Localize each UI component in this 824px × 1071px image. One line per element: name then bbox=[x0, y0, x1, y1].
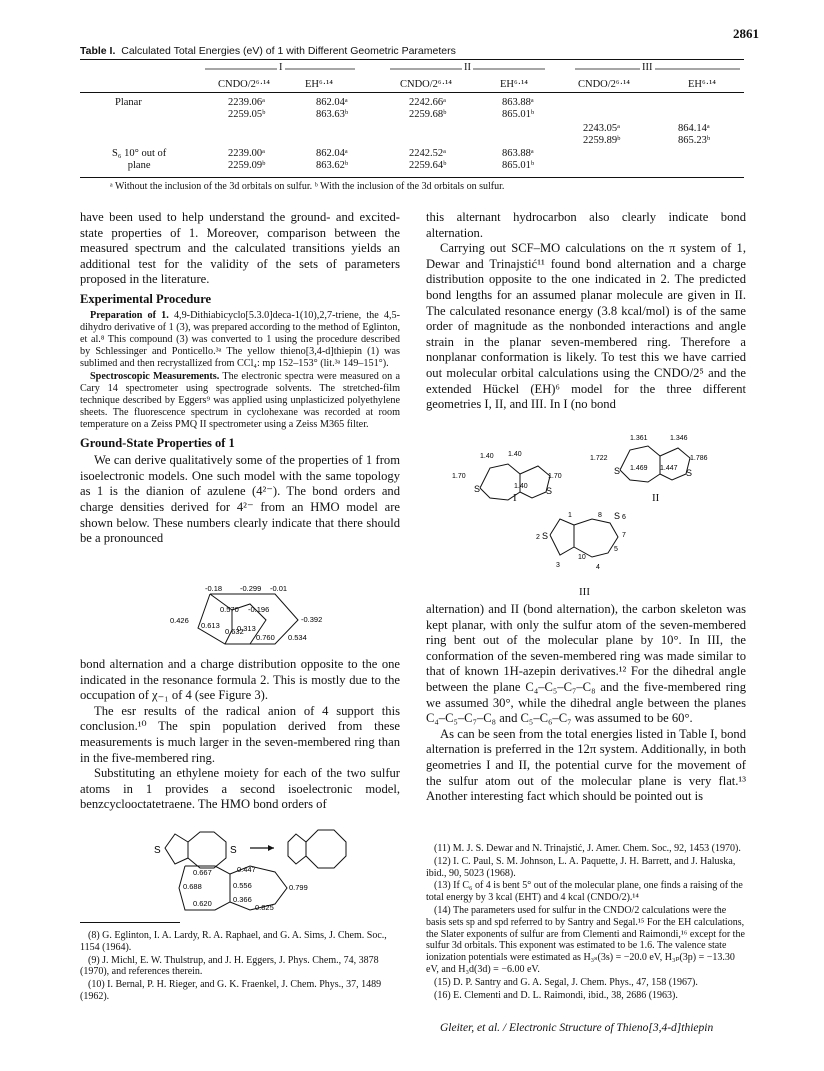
structure-III-label: III bbox=[579, 586, 590, 598]
reference: (14) The parameters used for sulfur in the CNDO/2 calculations were the basis sets sp and spd referred to by Santry and Segal.¹⁵ For the EH calculations, the Slater exponents of sulfur are from Clementi and Raimondi,¹⁶ except for the sulfur 3d orbitals. This exponent was estimated to be 1.6. The valence state ionization potentials were estimated as H₃ₛ(3s) = −20.0 eV, H₃ₚ(3p) = −13.30 eV, and H₃d(3d) = −6.00 eV. bbox=[426, 904, 745, 975]
bond-length-label: 1.786 bbox=[690, 455, 708, 462]
right-column-top bbox=[426, 210, 746, 413]
table-cell: 862.04ᵃ 863.62ᵇ bbox=[316, 148, 349, 171]
left-column-mid bbox=[80, 657, 400, 813]
reference: (13) If C₆ of 4 is bent 5° out of the molecular plane, one finds a raising of the total energy by 3 kcal (EHT) and 4 kcal (CNDO/2).¹⁴ bbox=[426, 880, 743, 904]
bond-length-label: 1.70 bbox=[548, 473, 562, 480]
bond-length-label: 1.346 bbox=[670, 435, 688, 442]
table-cell: 2242.52ᵃ 2259.64ᵇ bbox=[409, 148, 447, 171]
structure-III-diagram bbox=[530, 505, 650, 580]
benzcot-bond-order-diagram bbox=[175, 858, 335, 918]
spec-label: Spectroscopic Measurements. bbox=[90, 370, 220, 382]
table-cell: 2243.05ᵃ 2259.89ᵇ bbox=[583, 123, 621, 146]
structure-II-label: II bbox=[652, 492, 660, 504]
bc-label: 0.620 bbox=[193, 899, 212, 908]
bc-label: 0.799 bbox=[289, 883, 308, 892]
col-header-eh-3: EH⁶·¹⁴ bbox=[688, 79, 716, 90]
az-label: -0.01 bbox=[270, 584, 288, 593]
sulfur-atom: S bbox=[230, 845, 237, 856]
paragraph: The esr results of the radical anion of 4 support this conclusion.¹⁰ The spin population derived from these measurements is much larger in the seven-membered ring than in the five-membered ring. bbox=[80, 703, 400, 765]
bond-length-label: 1.40 bbox=[508, 451, 522, 458]
paragraph: bond alternation and a charge distribution opposite to the one indicated in the resonance formula 2. This is mostly due to the occupation of χ₋₁ of 4 (see Figure 3). bbox=[80, 657, 400, 703]
paragraph: Substituting an ethylene moiety for each of the two sulfur atoms in 1 provides a second isoelectronic model, benzcyclooctatetraene. The HMO bond orders of bbox=[80, 766, 400, 812]
bc-label: 0.556 bbox=[233, 881, 252, 890]
bc-label: 0.688 bbox=[183, 882, 202, 891]
row-label-s6-out-of-plane: S₆ 10° out of plane bbox=[112, 148, 167, 171]
table-caption-text: Calculated Total Energies (eV) of 1 with Different Geometric Parameters bbox=[121, 45, 456, 57]
az-label: 0.313 bbox=[237, 624, 256, 633]
paragraph: alternation) and II (bond alternation), the carbon skeleton was kept planar, with only the sulfur atom of the seven-membered ring bent out of the molecular plane by 10°. In III, the conformation of the seven-membered ring was made similar to that of known 1H-azepin derivatives.¹² For the dihedral angle between the plane C₄–C₅–C₇–C₈ and the five-membered ring we assumed 30°, while the dihedral angle between the planes C₄–C₅–C₇–C₈ and C₅–C₆–C₇ was assumed to be 60°. bbox=[426, 602, 746, 726]
az-label: 0.613 bbox=[201, 621, 220, 630]
left-references bbox=[80, 930, 400, 1004]
az-label: -0.299 bbox=[240, 584, 262, 593]
prep-text: 4,9-Dithiabicyclo[5.3.0]deca-1(10),2,7-triene, the 4,5-dihydro derivative of 1 (3), was prepared according to the method of Eglinton, et al.⁸ This compound (3) was converted to 1 using the procedure described by Schlessinger and Ponticello.³ᵃ The yellow thieno[3,4-d]thiepin (1) was sublimed and then recrystallized from CCl₄: mp 152–153° (lit.³ᵃ 149–151°). bbox=[80, 309, 401, 370]
page-number: 2861 bbox=[733, 26, 759, 41]
azulene-bond-order-diagram bbox=[170, 582, 360, 657]
structure-I-label: I bbox=[513, 492, 517, 504]
atom-number: 6 bbox=[622, 514, 626, 521]
az-label: 0.760 bbox=[256, 633, 275, 642]
right-references bbox=[426, 843, 746, 1002]
bond-length-label: 1.469 bbox=[630, 465, 648, 472]
az-label: 0.632 bbox=[225, 627, 244, 636]
section-heading-ground-state: Ground-State Properties of 1 bbox=[80, 435, 235, 450]
reference: (12) I. C. Paul, S. M. Johnson, L. A. Paquette, J. H. Barrett, and J. Haluska, ibid., 90, 5023 (1968). bbox=[426, 855, 736, 879]
az-label: 0.570 bbox=[220, 605, 239, 614]
bc-label: 0.447 bbox=[237, 865, 256, 874]
atom-number: 3 bbox=[556, 562, 560, 569]
bc-label: 0.825 bbox=[255, 903, 274, 912]
bc-label: 0.366 bbox=[233, 895, 252, 904]
group-header-II: II bbox=[464, 62, 471, 73]
table-cell: 862.04ᵃ 863.63ᵇ bbox=[316, 97, 349, 120]
atom-number: 7 bbox=[622, 532, 626, 539]
reference: (11) M. J. S. Dewar and N. Trinajstić, J. Amer. Chem. Soc., 92, 1453 (1970). bbox=[434, 843, 741, 854]
atom-number: 8 bbox=[598, 512, 602, 519]
table-caption bbox=[80, 45, 456, 57]
az-label: -0.392 bbox=[301, 615, 323, 624]
sulfur-atom: S bbox=[154, 845, 161, 856]
az-label: -0.196 bbox=[248, 605, 270, 614]
sulfur-atom: S bbox=[614, 511, 621, 521]
bond-length-label: 1.722 bbox=[590, 455, 608, 462]
table-cell: 863.88ᵃ 865.01ᵇ bbox=[502, 97, 535, 120]
group-header-I: I bbox=[279, 62, 283, 73]
sulfur-atom: S bbox=[474, 484, 481, 494]
bond-length-label: 1.40 bbox=[480, 453, 494, 460]
table-caption-label: Table I. bbox=[80, 45, 116, 57]
az-label: -0.18 bbox=[205, 584, 223, 593]
atom-number: 4 bbox=[596, 564, 600, 571]
table-header-rule bbox=[80, 92, 744, 93]
reference: (15) D. P. Santry and G. A. Segal, J. Chem. Phys., 47, 158 (1967). bbox=[434, 976, 698, 988]
table-cell: 2242.66ᵃ 2259.68ᵇ bbox=[409, 97, 447, 120]
sulfur-atom: S bbox=[542, 531, 549, 541]
paragraph: Carrying out SCF–MO calculations on the π system of 1, Dewar and Trinajstić¹¹ found bond alternation and a charge distribution opposite to the one indicated in 2. The predicted bond lengths for an assumed planar molecule are given in II. The calculated resonance energy (3.8 kcal/mol) is of the same order of magnitude as the nonbonded interactions and angle strain in the planar seven-membered ring. Therefore a nonplanar conformation is likely. To test this we have carried out molecular orbital calculations using the CNDO/2⁵ and the extended Hückel (EH)⁶ model for the three different geometries I, II, and III. In I (no bond bbox=[426, 241, 746, 412]
bond-length-label: 1.447 bbox=[660, 465, 678, 472]
col-header-cndo-3: CNDO/2⁶·¹⁴ bbox=[578, 79, 630, 90]
sulfur-atom: S bbox=[614, 466, 621, 476]
bc-label: 0.667 bbox=[193, 868, 212, 877]
structure-II-diagram bbox=[590, 430, 730, 490]
col-header-eh-1: EH⁶·¹⁴ bbox=[305, 79, 333, 90]
bond-length-label: 1.361 bbox=[630, 435, 648, 442]
reference: (10) I. Bernal, P. H. Rieger, and G. K. Fraenkel, J. Chem. Phys., 37, 1489 (1962). bbox=[80, 979, 382, 1002]
az-label: 0.534 bbox=[288, 633, 307, 642]
experimental-text bbox=[80, 310, 400, 432]
right-column-bottom bbox=[426, 602, 746, 805]
table-cell: 863.88ᵃ 865.01ᵇ bbox=[502, 148, 535, 171]
paragraph: As can be seen from the total energies listed in Table I, bond alternation is preferred in the 12π system. Additionally, in both geometries I and II, the potential curve for the movement of the sulfur atom out of the molecular plane is very flat.¹³ Another interesting fact which should be pointed out is bbox=[426, 726, 746, 804]
table-cell: 2239.00ᵃ 2259.09ᵇ bbox=[228, 148, 266, 171]
paragraph: We can derive qualitatively some of the properties of 1 from isoelectronic models. One such model with the same topology as 1 is the dianion of azulene (4²⁻). The bond orders and charge densities derived for 4²⁻ from an HMO model are shown below. These numbers clearly indicate that there should be a pronounced bbox=[80, 453, 400, 546]
reference: (9) J. Michl, E. W. Thulstrup, and J. H. Eggers, J. Phys. Chem., 74, 3878 (1970), and references therein. bbox=[80, 954, 379, 978]
table-bottom-rule bbox=[80, 177, 744, 178]
col-header-eh-2: EH⁶·¹⁴ bbox=[500, 79, 528, 90]
table-footnote: ᵃ Without the inclusion of the 3d orbitals on sulfur. ᵇ With the inclusion of the 3d orbitals on sulfur. bbox=[110, 181, 505, 192]
left-column-top bbox=[80, 210, 400, 547]
table-top-rule bbox=[80, 59, 744, 60]
atom-number: 1 bbox=[568, 512, 572, 519]
prep-label: Preparation of 1. bbox=[90, 309, 169, 321]
reference: (16) E. Clementi and D. L. Raimondi, ibid., 38, 2686 (1963). bbox=[434, 989, 678, 1001]
atom-number: 5 bbox=[614, 546, 618, 553]
reference: (8) G. Eglinton, I. A. Lardy, R. A. Raphael, and G. A. Sims, J. Chem. Soc., 1154 (1964). bbox=[80, 930, 387, 953]
bond-length-label: 1.40 bbox=[514, 483, 528, 490]
bond-length-label: 1.70 bbox=[452, 473, 466, 480]
running-footer: Gleiter, et al. / Electronic Structure of Thieno[3,4-d]thiepin bbox=[440, 1022, 714, 1034]
sulfur-atom: S bbox=[546, 486, 553, 496]
col-header-cndo-2: CNDO/2⁶·¹⁴ bbox=[400, 79, 452, 90]
table-cell: 864.14ᵃ 865.23ᵇ bbox=[678, 123, 711, 146]
row-label-planar: Planar bbox=[115, 97, 142, 108]
section-heading-experimental: Experimental Procedure bbox=[80, 291, 212, 306]
atom-number: 2 bbox=[536, 534, 540, 541]
col-header-cndo-1: CNDO/2⁶·¹⁴ bbox=[218, 79, 270, 90]
table-cell: 2239.06ᵃ 2259.05ᵇ bbox=[228, 97, 266, 120]
atom-number: 10 bbox=[578, 554, 586, 561]
az-label: 0.426 bbox=[170, 616, 189, 625]
group-header-III: III bbox=[642, 62, 653, 73]
sulfur-atom: S bbox=[686, 468, 693, 478]
spec-text: The electronic spectra were measured on a Cary 14 spectrometer using spectrograde solvents. The stretched-film technique described by Eggers⁹ was applied using unplasticized polyethylene sheets. The fluorescence spectrum in cyclohexane was recorded at room temperature on a Zeiss PMQ II spectrometer using a Zeiss M365 filter. bbox=[80, 370, 400, 431]
footnote-rule bbox=[80, 922, 180, 923]
paragraph: this alternant hydrocarbon also clearly indicate bond alternation. bbox=[426, 210, 746, 240]
paragraph: have been used to help understand the ground- and excited-state properties of 1. Moreover, comparison between the measured spectrum and the calculated transitions yields an additional test for the validity of the sets of parameters proposed in the literature. bbox=[80, 210, 400, 287]
